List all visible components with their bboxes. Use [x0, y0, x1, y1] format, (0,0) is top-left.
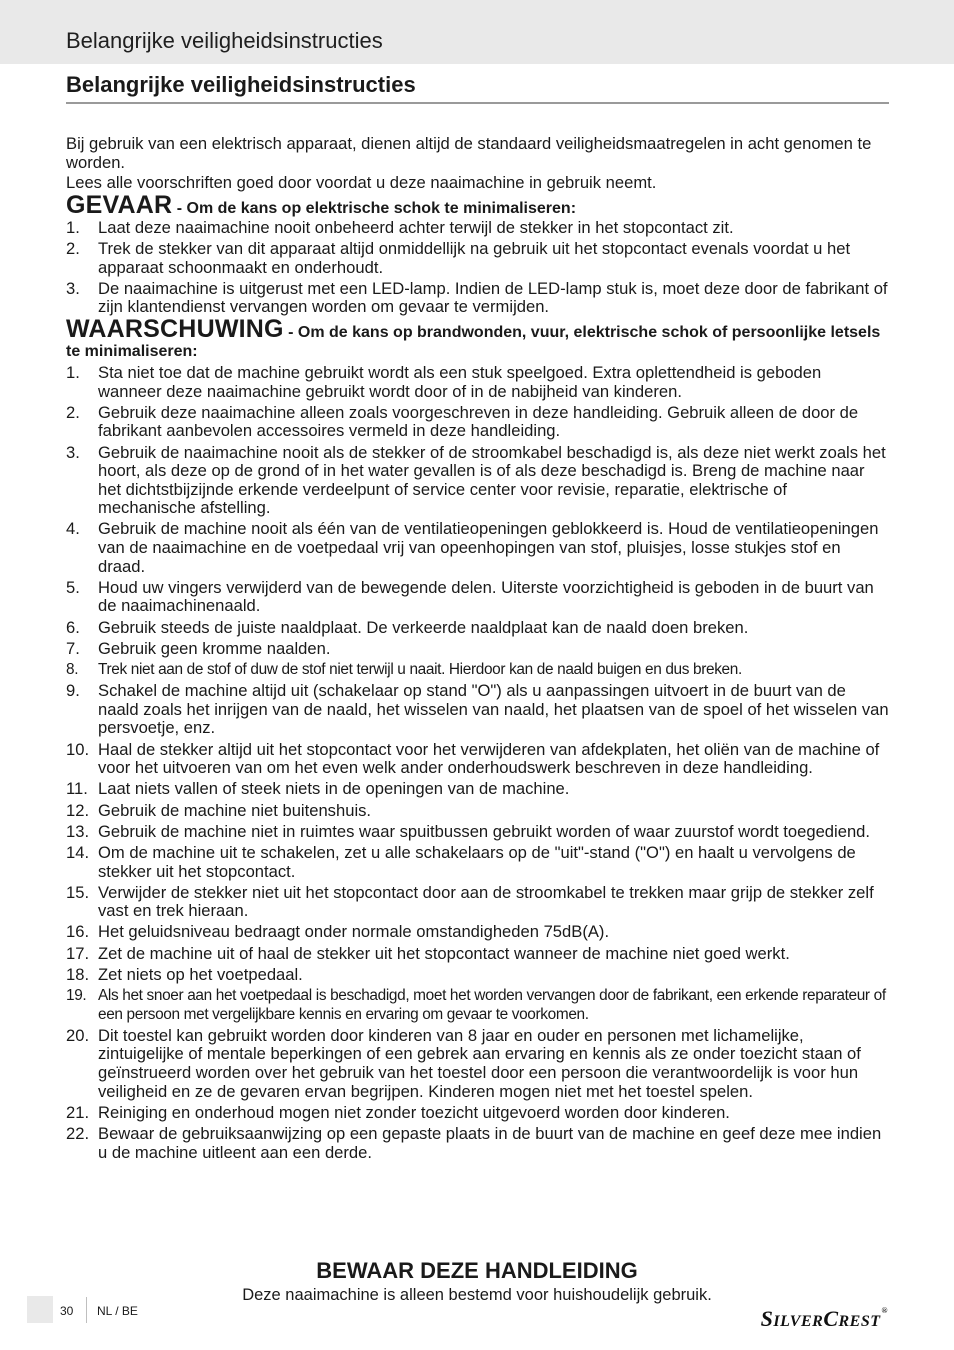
item-number: 16.: [66, 922, 90, 942]
item-text: Verwijder de stekker niet uit het stopcontact door aan de stroomkabel te trekken maar grijp de stekker zelf vast en trek hieraan.: [98, 882, 874, 921]
waarschuwing-subtitle: - Om de kans op brandwonden, vuur, elektrische schok of persoonlijke letsels te minimaliseren:: [66, 323, 881, 360]
item-number: 3.: [66, 278, 80, 298]
list-item: [66, 780, 889, 799]
page-marker-box: [27, 1296, 53, 1323]
header-bar: [0, 0, 954, 64]
list-item: [66, 844, 889, 881]
item-number: 20.: [66, 1025, 90, 1045]
list-item: [66, 1125, 889, 1162]
list-item: [66, 404, 889, 441]
item-number: 22.: [66, 1123, 90, 1143]
list-item: [66, 966, 889, 985]
list-item: [66, 741, 889, 778]
item-text: Houd uw vingers verwijderd van de bewegende delen. Uiterste voorzichtigheid is geboden in de buurt van de naaimachinenaald.: [98, 577, 874, 616]
list-item: [66, 280, 889, 317]
list-item: [66, 923, 889, 942]
list-item: [66, 987, 889, 1024]
intro-paragraph: Lees alle voorschriften goed door voordat u deze naaimachine in gebruik neemt.: [66, 173, 657, 193]
list-item: [66, 619, 889, 638]
item-text: Gebruik de naaimachine nooit als de stekker of de stroomkabel beschadigd is, als deze niet werkt zoals het hoort, als deze op de grond of in het water gevallen is of als deze beschadigd is. Breng de machine naar het dichtstbijzijnde erkende verdeelpunt of service center voor revisie, reparatie, elektrische of mechanische afstelling.: [98, 442, 886, 518]
item-number: 17.: [66, 943, 90, 963]
item-number: 21.: [66, 1102, 90, 1122]
item-text: Trek niet aan de stof of duw de stof niet terwijl u naait. Hierdoor kan de naald buigen en dus breken.: [98, 661, 742, 678]
item-number: 9.: [66, 681, 80, 701]
item-number: 7.: [66, 638, 80, 658]
instructions-body: [66, 135, 889, 1162]
item-number: 1.: [66, 362, 80, 382]
list-item: [66, 884, 889, 921]
gevaar-heading: [66, 190, 889, 219]
item-text: Als het snoer aan het voetpedaal is beschadigd, moet het worden vervangen door de fabrikant, een erkende reparateur of een persoon met vergelijkbare kennis en ervaring om gevaar te voorkomen.: [98, 987, 886, 1023]
item-text: Gebruik geen kromme naalden.: [98, 638, 331, 658]
item-text: Schakel de machine altijd uit (schakelaar op stand "O") als u aanpassingen uitvoert in de buurt van de naald zoals het inrijgen van de naald, het wisselen van naald, het plaatsen van de spoel of het wisselen van persvoetje, enz.: [98, 681, 889, 738]
item-number: 5.: [66, 577, 80, 597]
footer-divider: [86, 1297, 87, 1323]
list-item: [66, 240, 889, 277]
item-text: Bewaar de gebruiksaanwijzing op een gepaste plaats in de buurt van de machine en geef deze mee indien u de machine uitleent aan een derde.: [98, 1123, 882, 1162]
waarschuwing-list: [66, 364, 889, 1162]
gevaar-title: GEVAAR: [66, 190, 173, 219]
item-text: Om de machine uit te schakelen, zet u alle schakelaars op de "uit"-stand ("O") en haalt u vervolgens de stekker uit het stopcontact.: [98, 842, 856, 881]
waarschuwing-heading: [66, 314, 889, 361]
household-use-note: Deze naaimachine is alleen bestemd voor huishoudelijk gebruik.: [242, 1286, 712, 1304]
item-number: 12.: [66, 800, 90, 820]
item-number: 1.: [66, 217, 80, 237]
intro: [66, 135, 889, 193]
item-text: Laat niets vallen of steek niets in de openingen van de machine.: [98, 779, 570, 799]
list-item: [66, 682, 889, 738]
item-number: 2.: [66, 402, 80, 422]
item-text: Zet de machine uit of haal de stekker uit het stopcontact wanneer de machine niet goed werkt.: [98, 943, 790, 963]
item-text: Gebruik de machine niet buitenshuis.: [98, 800, 372, 820]
waarschuwing-title: WAARSCHUWING: [66, 314, 284, 343]
item-number: 18.: [66, 964, 90, 984]
item-number: 3.: [66, 442, 80, 462]
list-item: [66, 520, 889, 576]
item-number: 19.: [66, 987, 87, 1005]
item-number: 4.: [66, 519, 80, 539]
list-item: [66, 579, 889, 616]
header-bar-title: Belangrijke veiligheidsinstructies: [66, 28, 383, 53]
item-number: 11.: [66, 779, 88, 799]
list-item: [66, 219, 889, 238]
gevaar-list: [66, 219, 889, 317]
list-item: [66, 1027, 889, 1101]
item-number: 2.: [66, 238, 80, 258]
item-number: 8.: [66, 661, 79, 678]
list-item: [66, 364, 889, 401]
item-text: Haal de stekker altijd uit het stopcontact voor het verwijderen van afdekplaten, het oliën van de machine of voor het uitvoeren van om het even welk ander onderhoudswerk beschreven in deze handleiding.: [98, 739, 880, 778]
intro-paragraph: Bij gebruik van een elektrisch apparaat, dienen altijd de standaard veiligheidsmaatregelen in acht genomen te worden.: [66, 134, 872, 172]
item-text: Het geluidsniveau bedraagt onder normale omstandigheden 75dB(A).: [98, 922, 610, 942]
item-text: Dit toestel kan gebruikt worden door kinderen van 8 jaar en ouder en personen met lichamelijke, zintuigelijke of mentale beperkingen of een gebrek aan ervaring en kennis als ze onder toezicht staan of geïnstrueerd worden over het gebruik van het toestel door een persoon die verantwoordelijk is voor hun veiligheid en ze de gevaren ervan begrijpen. Kinderen mogen niet met het toestel spelen.: [98, 1025, 861, 1101]
list-item: [66, 661, 889, 680]
item-text: Gebruik de machine nooit als één van de ventilatieopeningen geblokkeerd is. Houd de ventilatieopeningen van de naaimachine en de voetpedaal vrij van opeenhopingen van stof, pluisjes, losse stukjes stof en draad.: [98, 519, 879, 576]
gevaar-subtitle: - Om de kans op elektrische schok te minimaliseren:: [172, 199, 577, 217]
list-item: [66, 802, 889, 821]
list-item: [66, 945, 889, 964]
item-number: 10.: [66, 739, 90, 759]
list-item: [66, 640, 889, 659]
page-number: 30: [60, 1304, 74, 1318]
title-divider: [66, 102, 889, 104]
item-number: 15.: [66, 882, 90, 902]
item-text: Sta niet toe dat de machine gebruikt wordt als een stuk speelgoed. Extra oplettendheid is geboden wanneer deze naaimachine gebruikt wordt door of in de nabijheid van kinderen.: [98, 362, 822, 401]
item-text: Trek de stekker van dit apparaat altijd onmiddellijk na gebruik uit het stopcontact evenals voordat u het apparaat schoonmaakt en onderhoudt.: [98, 238, 851, 277]
item-number: 14.: [66, 842, 90, 862]
language-label: NL / BE: [97, 1304, 138, 1318]
silvercrest-logo: SILVERCREST®: [760, 1306, 888, 1331]
item-text: Reiniging en onderhoud mogen niet zonder toezicht uitgevoerd worden door kinderen.: [98, 1102, 730, 1122]
item-text: Zet niets op het voetpedaal.: [98, 964, 303, 984]
item-text: Gebruik de machine niet in ruimtes waar spuitbussen gebruikt worden of waar zuurstof wordt toegediend.: [98, 821, 871, 841]
item-number: 13.: [66, 821, 90, 841]
list-item: [66, 1104, 889, 1123]
item-text: Laat deze naaimachine nooit onbeheerd achter terwijl de stekker in het stopcontact zit.: [98, 217, 734, 237]
section-title: Belangrijke veiligheidsinstructies: [66, 72, 416, 97]
item-number: 6.: [66, 617, 80, 637]
item-text: Gebruik steeds de juiste naaldplaat. De verkeerde naaldplaat kan de naald doen breken.: [98, 617, 749, 637]
item-text: De naaimachine is uitgerust met een LED-lamp. Indien de LED-lamp stuk is, moet deze door de fabrikant of zijn klantendienst vervangen worden om gevaar te vermijden.: [98, 278, 888, 317]
list-item: [66, 823, 889, 842]
save-manual-title: BEWAAR DEZE HANDLEIDING: [316, 1258, 638, 1283]
list-item: [66, 444, 889, 518]
save-manual-heading: [0, 1258, 954, 1284]
item-text: Gebruik deze naaimachine alleen zoals voorgeschreven in deze handleiding. Gebruik alleen de door de fabrikant aanbevolen accessoires vermeld in deze handleiding.: [98, 402, 859, 441]
